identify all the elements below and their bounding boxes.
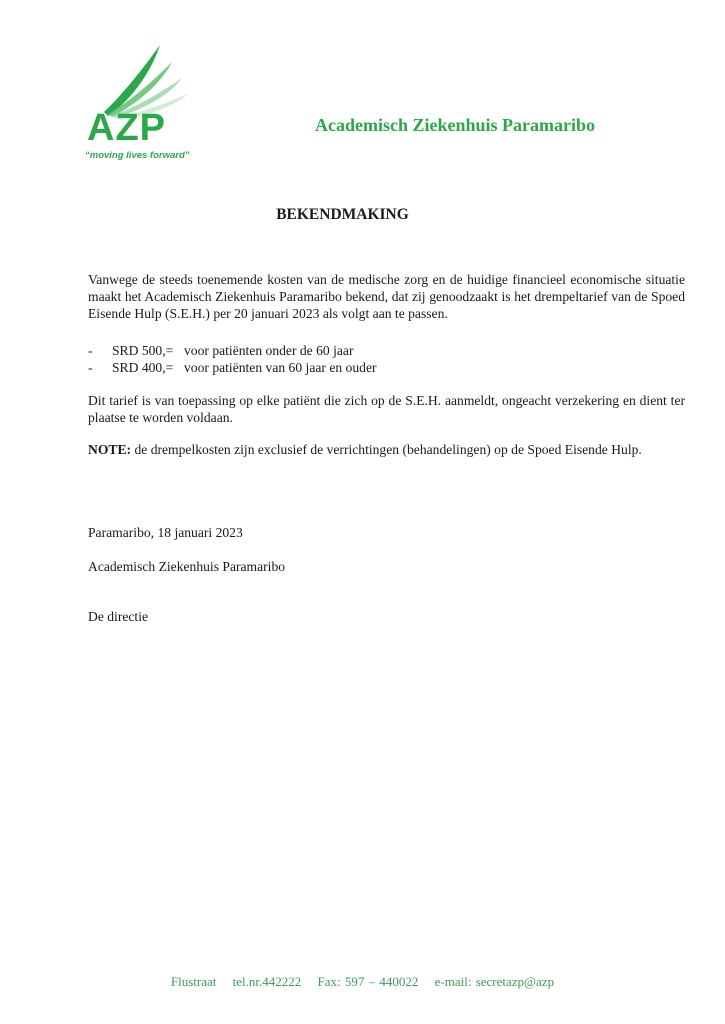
tariff-amount: SRD 500,=: [112, 343, 174, 358]
tariff-description: voor patiënten van 60 jaar en ouder: [184, 360, 377, 375]
tariff-item: [88, 359, 685, 376]
logo-tagline: “moving lives forward”: [85, 150, 190, 161]
signatory: De directie: [88, 609, 149, 624]
intro-paragraph: Vanwege de steeds toenemende kosten van de medische zorg en de huidige financieel economische situatie maakt het Academisch Ziekenhuis Paramaribo bekend, dat zij genoodzaakt is het drempeltarief van de Spoed Eisende Hulp (S.E.H.) per 20 januari 2023 als volgt aan te passen.: [88, 272, 685, 321]
applicability-paragraph: Dit tarief is van toepassing op elke patiënt die zich op de S.E.H. aanmeldt, ongeacht verzekering en dient ter plaatse te worden voldaan.: [88, 393, 685, 425]
place-date: Paramaribo, 18 januari 2023: [88, 525, 243, 540]
footer-contact: [0, 974, 725, 990]
footer-fax: Fax: 597 – 440022: [317, 974, 419, 989]
tariff-amount: SRD 400,=: [112, 360, 174, 375]
tariff-item: [88, 342, 685, 359]
note-text: de drempelkosten zijn exclusief de verrichtingen (behandelingen) op de Spoed Eisende Hulp.: [131, 442, 642, 457]
document-title: BEKENDMAKING: [276, 206, 409, 223]
tariff-description: voor patiënten onder de 60 jaar: [184, 343, 354, 358]
organization-name: Academisch Ziekenhuis Paramaribo: [315, 115, 596, 135]
footer-email: e-mail: secretazp@azp: [434, 974, 555, 989]
logo-text: AZP: [87, 107, 166, 149]
tariff-list: [88, 342, 685, 376]
closing-organization: Academisch Ziekenhuis Paramaribo: [88, 559, 286, 574]
bullet: -: [88, 343, 93, 358]
footer-address: Flustraat: [170, 974, 217, 989]
bullet: -: [88, 360, 93, 375]
footer-phone: tel.nr.442222: [232, 974, 302, 989]
note-label: NOTE:: [88, 442, 132, 457]
note-paragraph: [88, 441, 685, 458]
